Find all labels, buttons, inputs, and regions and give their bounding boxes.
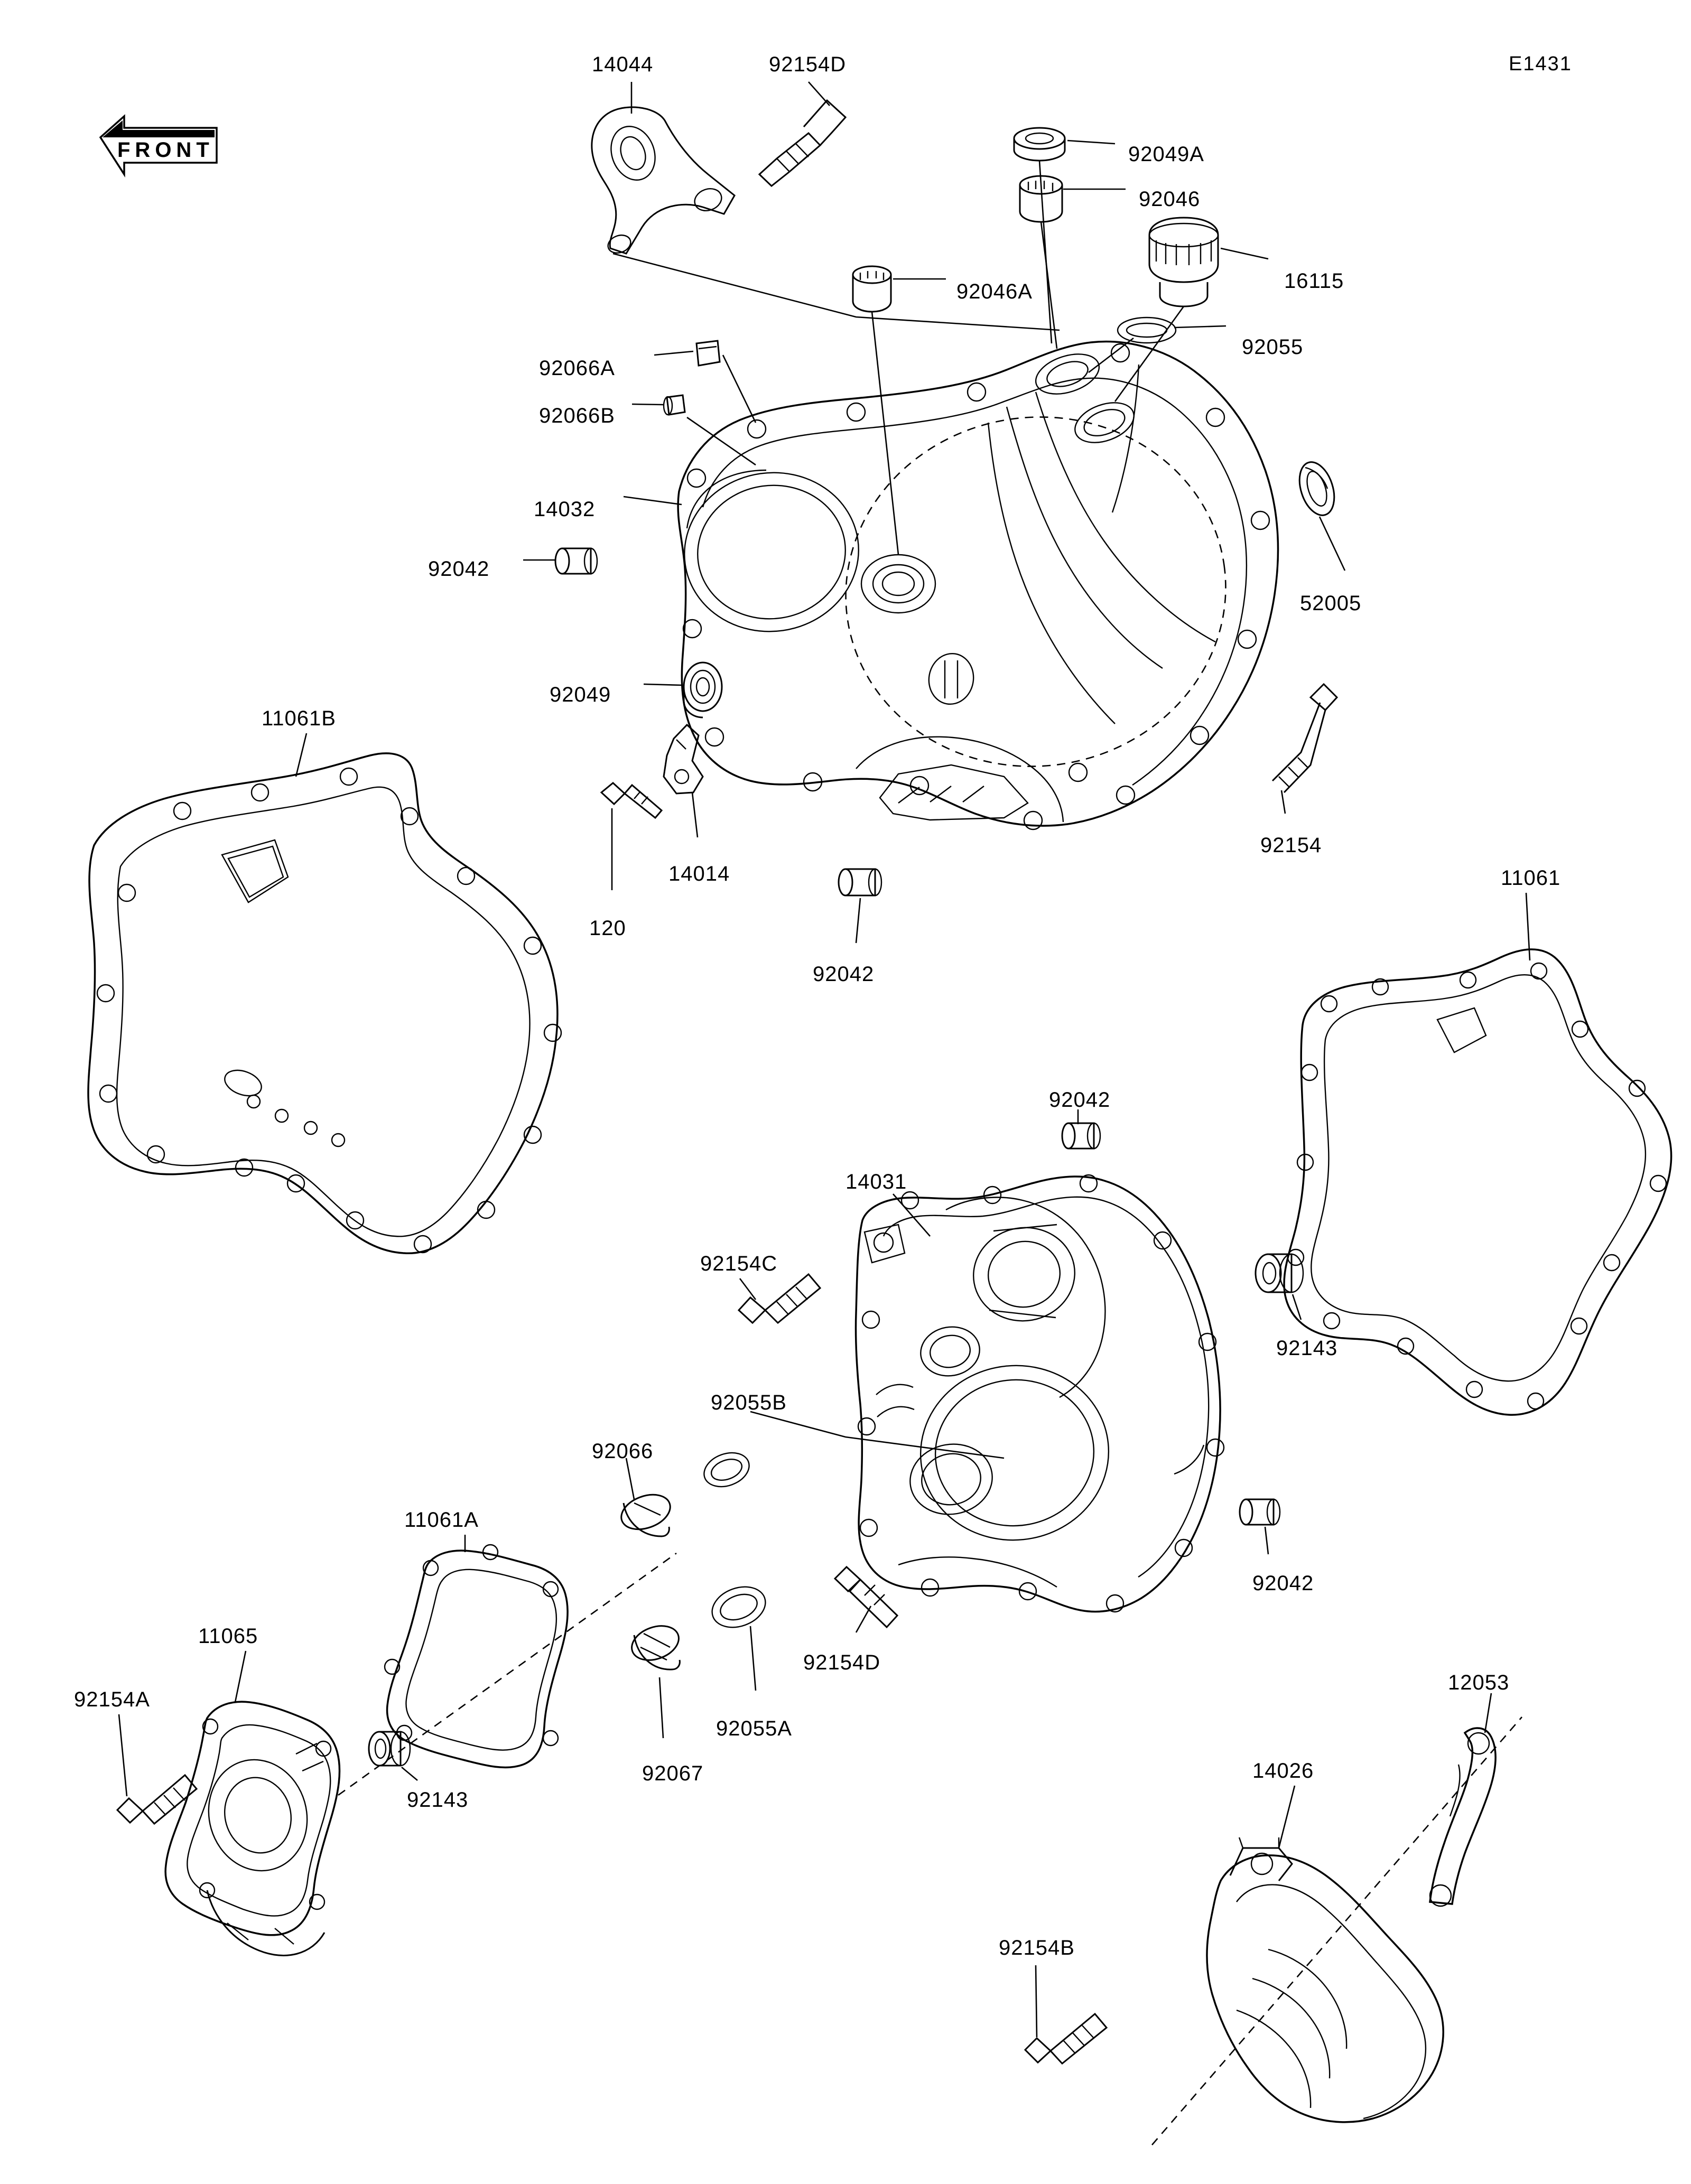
part-label-92154A: 92154A <box>74 1688 150 1711</box>
part-label-12053: 12053 <box>1448 1671 1510 1694</box>
part-11065-cover <box>165 1702 339 1955</box>
part-92154C-bolt <box>739 1274 820 1323</box>
part-label-16115: 16115 <box>1284 269 1344 293</box>
part-label-14044: 14044 <box>592 53 654 76</box>
part-92049-seal-left <box>684 662 722 717</box>
part-11061B-gasket <box>88 753 561 1253</box>
part-label-92066: 92066 <box>592 1440 654 1463</box>
part-92049A-seal <box>1014 128 1065 161</box>
part-label-14031: 14031 <box>846 1170 907 1193</box>
part-label-92046A: 92046A <box>956 280 1033 303</box>
part-16115-cap <box>1149 218 1218 306</box>
part-label-11061: 11061 <box>1501 866 1561 890</box>
part-label-92055: 92055 <box>1242 335 1304 359</box>
part-14031-generator-cover <box>856 1175 1224 1612</box>
part-label-92143: 92143 <box>1276 1337 1338 1360</box>
part-label-92049: 92049 <box>550 683 611 706</box>
part-label-14032: 14032 <box>534 498 596 521</box>
part-label-92154D: 92154D <box>803 1651 881 1674</box>
part-12053-chain-guide <box>1430 1728 1495 1906</box>
part-92055A-oring <box>707 1580 771 1634</box>
front-marker-text: FRONT <box>117 138 214 162</box>
part-label-92143: 92143 <box>407 1788 469 1812</box>
part-label-92067: 92067 <box>642 1762 704 1785</box>
part-label-92055B: 92055B <box>711 1391 787 1414</box>
part-120-bolt <box>601 783 662 818</box>
part-label-92154C: 92154C <box>700 1252 778 1275</box>
part-11061-gasket <box>1284 949 1671 1415</box>
part-92154D-bolt-bottom <box>835 1567 897 1627</box>
part-92143-collar-right <box>1256 1254 1303 1292</box>
part-92066-plug <box>617 1488 675 1536</box>
part-92042-pin-14031-top <box>1062 1123 1100 1149</box>
part-14044-shape <box>592 107 735 256</box>
part-label-92049A: 92049A <box>1128 143 1204 166</box>
diagram-code: E1431 <box>1509 53 1572 75</box>
part-label-52005: 52005 <box>1300 592 1362 615</box>
part-14032-clutch-cover <box>674 342 1278 829</box>
part-92154D-bolt-top <box>759 100 846 186</box>
part-14026-chain-cover <box>1207 1837 1443 2122</box>
part-92154-bolt-right <box>1272 684 1337 792</box>
part-label-92154: 92154 <box>1260 834 1322 857</box>
part-label-92066B: 92066B <box>539 404 615 427</box>
part-52005-seal <box>1293 458 1340 519</box>
part-label-92055A: 92055A <box>716 1717 792 1740</box>
part-label-11065: 11065 <box>198 1625 258 1648</box>
part-92066A-plug <box>696 341 720 366</box>
part-label-14026: 14026 <box>1252 1759 1314 1782</box>
part-label-92042: 92042 <box>1049 1088 1111 1112</box>
part-label-92046: 92046 <box>1139 188 1201 211</box>
part-label-11061B: 11061B <box>262 707 336 730</box>
part-label-92066A: 92066A <box>539 357 615 380</box>
part-label-120: 120 <box>589 917 626 940</box>
part-label-92042: 92042 <box>428 557 490 581</box>
part-label-14014: 14014 <box>668 862 730 885</box>
part-92046A-collar <box>853 266 891 312</box>
part-label-92154D: 92154D <box>769 53 847 76</box>
part-92066B-plug <box>664 395 685 415</box>
part-14014-plate <box>664 725 703 794</box>
part-label-92042: 92042 <box>813 963 875 986</box>
part-label-11061A: 11061A <box>404 1508 479 1532</box>
part-92055B-oring <box>699 1447 754 1492</box>
part-label-92154B: 92154B <box>999 1936 1075 1959</box>
part-92042-pin-upper <box>555 548 597 574</box>
part-92154B-bolt <box>1025 2014 1107 2064</box>
part-92042-pin-14031-right <box>1240 1499 1280 1525</box>
part-11061A-gasket-small <box>385 1545 568 1767</box>
part-label-92042: 92042 <box>1252 1572 1314 1595</box>
part-92042-pin-lower-center <box>839 869 881 895</box>
part-92154A-bolt <box>117 1775 197 1824</box>
part-92067-plug <box>627 1620 684 1669</box>
